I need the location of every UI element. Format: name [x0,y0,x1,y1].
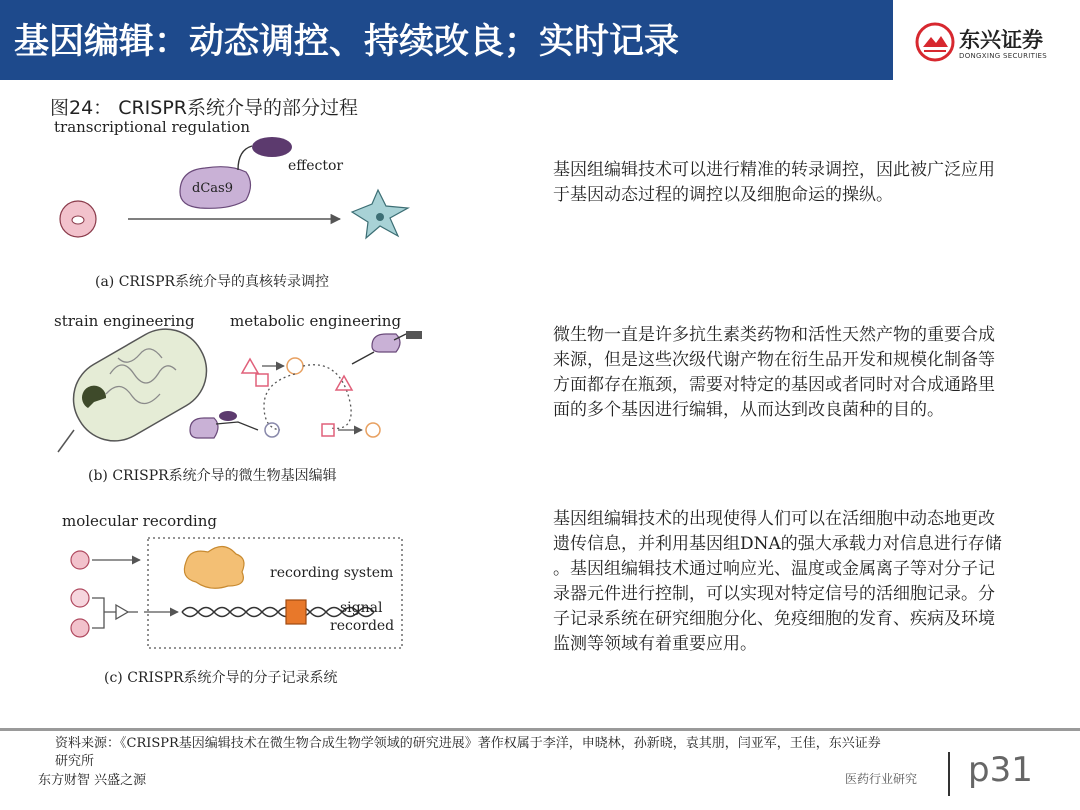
linker-line-b3 [216,422,258,430]
circle-product-icon [366,423,380,437]
logo-text-cn: 东兴证券 [959,28,1043,52]
panel-a-heading: transcriptional regulation [54,118,251,136]
recorded-signal-marker [286,600,306,624]
paragraph-microbe: 微生物一直是许多抗生素类药物和活性天然产物的重要合成来源，但是这些次级代谢产物在衍生品开发和规模化制备等方面都存在瓶颈，需要对特定的基因或者同时对合成通路里面的多个基因进行编辑，从而达到改良菌种的目的。 [553,325,995,420]
brand-logo [893,0,1080,80]
nucleus-icon [72,216,84,224]
page-number: p31 [968,750,1033,790]
linker-line [238,146,252,170]
footer-slogan: 东方财智 兴盛之源 [38,773,147,788]
panel-c [62,512,402,686]
header-bar [0,0,893,80]
crispr-figure [40,112,520,692]
dcas9-icon-b1 [372,334,400,352]
pathway-dotted-right [303,365,351,429]
signal-merge-lines [92,598,116,628]
triangle-metabolite-icon [242,359,258,373]
metabolic-label: metabolic engineering [230,312,402,330]
footer-divider [0,728,1080,731]
circle-metabolite-2-icon [265,423,279,437]
figure-caption: 图24： CRISPR系统介导的部分过程 [50,97,359,119]
recorded-label: recorded [330,618,395,634]
strain-label: strain engineering [54,312,195,330]
page-title: 基因编辑：动态调控、持续改良；实时记录 [14,22,680,62]
signal-cell-icon-1 [71,551,89,569]
cell-nucleus-icon [376,213,384,221]
footer-category: 医药行业研究 [845,772,918,786]
signal-cell-icon-3 [71,619,89,637]
panel-a [54,118,408,290]
panel-c-heading: molecular recording [62,512,217,530]
logic-gate-icon [116,605,138,619]
effector-icon-b2 [219,411,237,421]
square-metabolite-2-icon [322,424,334,436]
paragraph-recording: 基因组编辑技术的出现使得人们可以在活细胞中动态地更改遗传信息，并利用基因组DNA的强大承载力对信息进行存储 。基因组编辑技术通过响应光、温度或金属离子等对分子记录器元件进行控制，可以实现对特定信号的活细胞记录。分子记录系统在研究细胞分化、免疫细胞的发育、疾病及环境监测等领域有着重要应用。 [553,509,1002,654]
paragraph-transcription: 基因组编辑技术可以进行精准的转录调控，因此被广泛应用于基因动态过程的调控以及细胞命运的操纵。 [553,160,995,205]
recording-enzyme-icon [184,546,244,588]
effector-icon [252,137,292,157]
signal-cell-icon-2 [71,589,89,607]
dcas9-icon-b2 [190,418,218,438]
panel-a-caption: (a) CRISPR系统介导的真核转录调控 [95,274,330,290]
logo-text-en: DONGXING SECURITIES [959,52,1048,60]
flagellum-line [58,430,74,452]
panel-c-caption: (c) CRISPR系统介导的分子记录系统 [104,670,338,686]
effector-block-icon [406,331,422,339]
recording-system-label: recording system [270,565,394,581]
square-metabolite-icon [256,374,268,386]
panel-b [54,312,422,484]
triangle-metabolite-2-icon [336,376,352,390]
dongxing-logo-icon [915,22,955,62]
panel-b-caption: (b) CRISPR系统介导的微生物基因编辑 [88,468,337,484]
effector-label: effector [288,158,344,174]
source-note: 资料来源：《CRISPR基因编辑技术在微生物合成生物学领域的研究进展》著作权属于李洋，申晓林，孙新晓，袁其朋，闫亚军，王佳，东兴证券研究所 [55,736,881,769]
dcas9-label: dCas9 [192,181,233,196]
footer-separator [948,752,950,796]
linker-line-b1 [352,352,374,364]
circle-metabolite-icon [287,358,303,374]
signal-label: signal [340,600,383,616]
